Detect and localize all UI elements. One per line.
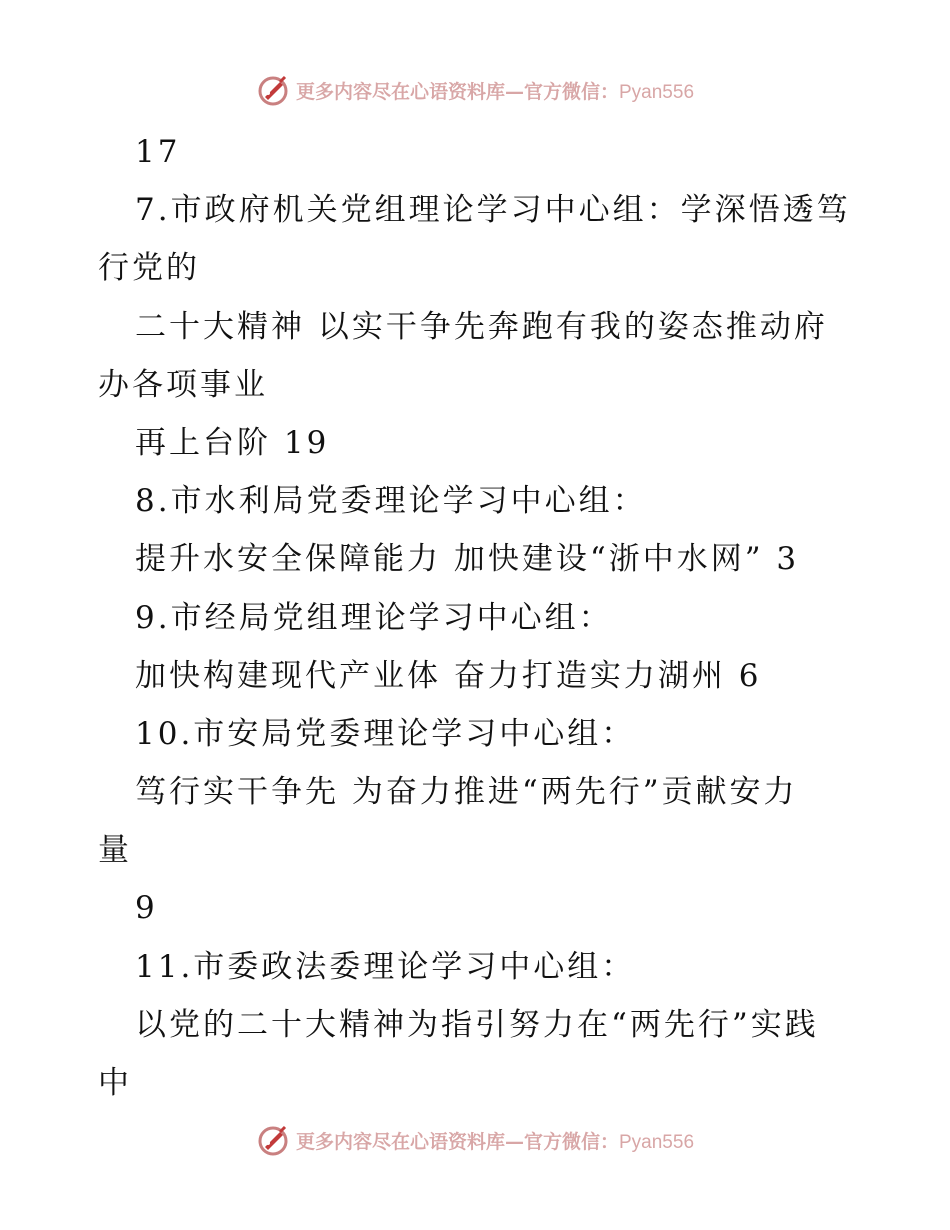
text-line: 9: [135, 890, 158, 927]
header-watermark: [0, 70, 950, 110]
text-line: 提升水安全保障能力 加快建设“浙中水网” 3: [135, 541, 800, 578]
text-line: 行党的: [98, 250, 200, 287]
text-line: 笃行实干争先 为奋力推进“两先行”贡献安力: [135, 774, 798, 811]
text-line: 17: [135, 134, 181, 170]
text-line: 中: [98, 1065, 132, 1101]
watermark-text: 更多内容尽在心语资料库—官方微信：Pyan556: [295, 1130, 695, 1153]
watermark-text: 更多内容尽在心语资料库—官方微信：Pyan556: [295, 80, 695, 103]
pen-logo-icon: [256, 73, 290, 107]
text-line: 量: [98, 832, 132, 869]
text-line: 11.市委政法委理论学习中心组：: [135, 948, 636, 985]
pen-logo-icon: [256, 1123, 290, 1157]
text-line: 9.市经局党组理论学习中心组：: [135, 599, 613, 636]
document-body: [98, 123, 858, 1112]
text-line: 加快构建现代产业体 奋力打造实力湖州 6: [135, 657, 762, 694]
text-line: 8.市水利局党委理论学习中心组：: [135, 483, 647, 520]
text-line: 以党的二十大精神为指引努力在“两先行”实践: [135, 1006, 819, 1043]
text-line: 办各项事业: [98, 366, 268, 403]
footer-watermark: [0, 1120, 950, 1160]
text-line: 7.市政府机关党组理论学习中心组：学深悟透笃: [135, 192, 851, 229]
text-line: 二十大精神 以实干争先奔跑有我的姿态推动府: [135, 308, 828, 345]
text-line: 10.市安局党委理论学习中心组：: [135, 715, 636, 752]
text-line: 再上台阶 19: [135, 424, 330, 461]
